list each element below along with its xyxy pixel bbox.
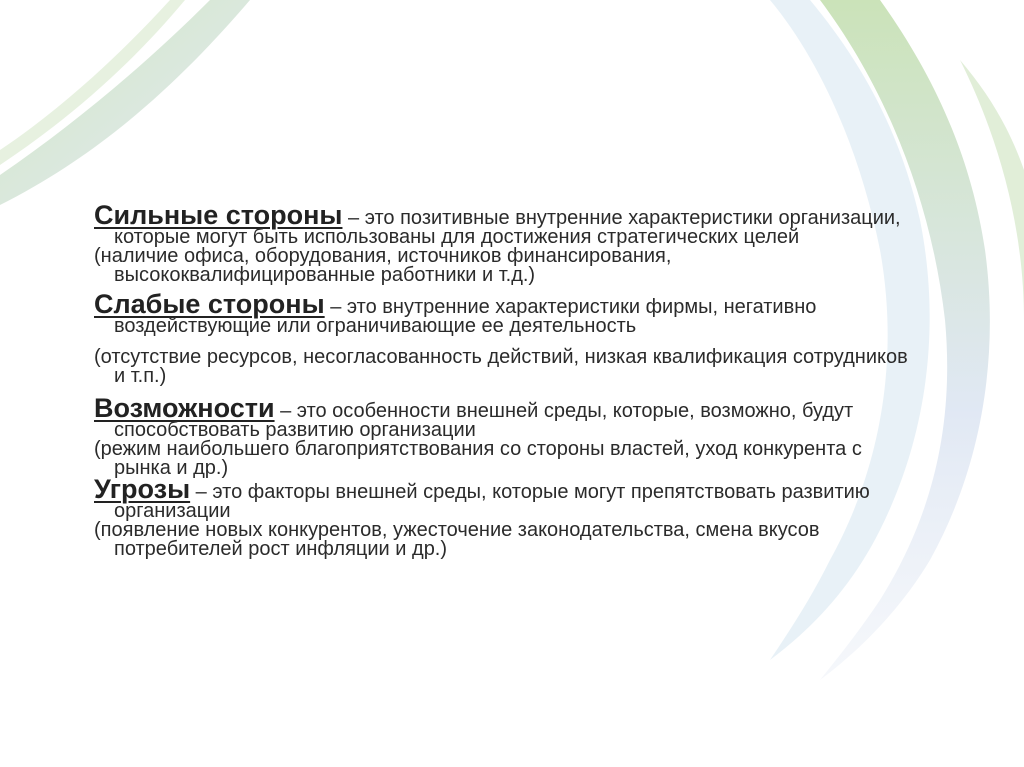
threats-term: Угрозы	[94, 474, 191, 504]
opportunities-example: (режим наибольшего благоприятствования со стороны властей, уход конкурента с рынка и др.)	[94, 438, 862, 479]
threats-example: (появление новых конкурентов, ужесточение законодательства, смена вкусов потребителей рост инфляции и др.)	[94, 519, 820, 560]
strengths-paragraph	[94, 200, 914, 286]
weaknesses-term: Слабые стороны	[94, 289, 325, 319]
weaknesses-paragraph	[94, 289, 914, 337]
opportunities-paragraph	[94, 393, 914, 479]
slide-content	[94, 200, 914, 560]
opportunities-definition: – это особенности внешней среды, которые, возможно, будут способствовать развитию организации	[114, 400, 854, 441]
strengths-term: Сильные стороны	[94, 200, 343, 230]
strengths-definition: – это позитивные внутренние характеристики организации, которые могут быть использованы для достижения стратегических целей	[114, 207, 901, 248]
weaknesses-example: (отсутствие ресурсов, несогласованность действий, низкая квалификация сотрудников и т.п.)	[94, 346, 908, 387]
weaknesses-definition: – это внутренние характеристики фирмы, негативно воздействующие или ограничивающие ее деятельность	[114, 296, 817, 337]
opportunities-term: Возможности	[94, 393, 275, 423]
threats-definition: – это факторы внешней среды, которые могут препятствовать развитию организации	[114, 481, 870, 522]
decor-arc-left	[0, 0, 250, 205]
threats-paragraph	[94, 474, 914, 560]
strengths-example: (наличие офиса, оборудования, источников финансирования, высококвалифицированные работники и т.д.)	[94, 245, 672, 286]
